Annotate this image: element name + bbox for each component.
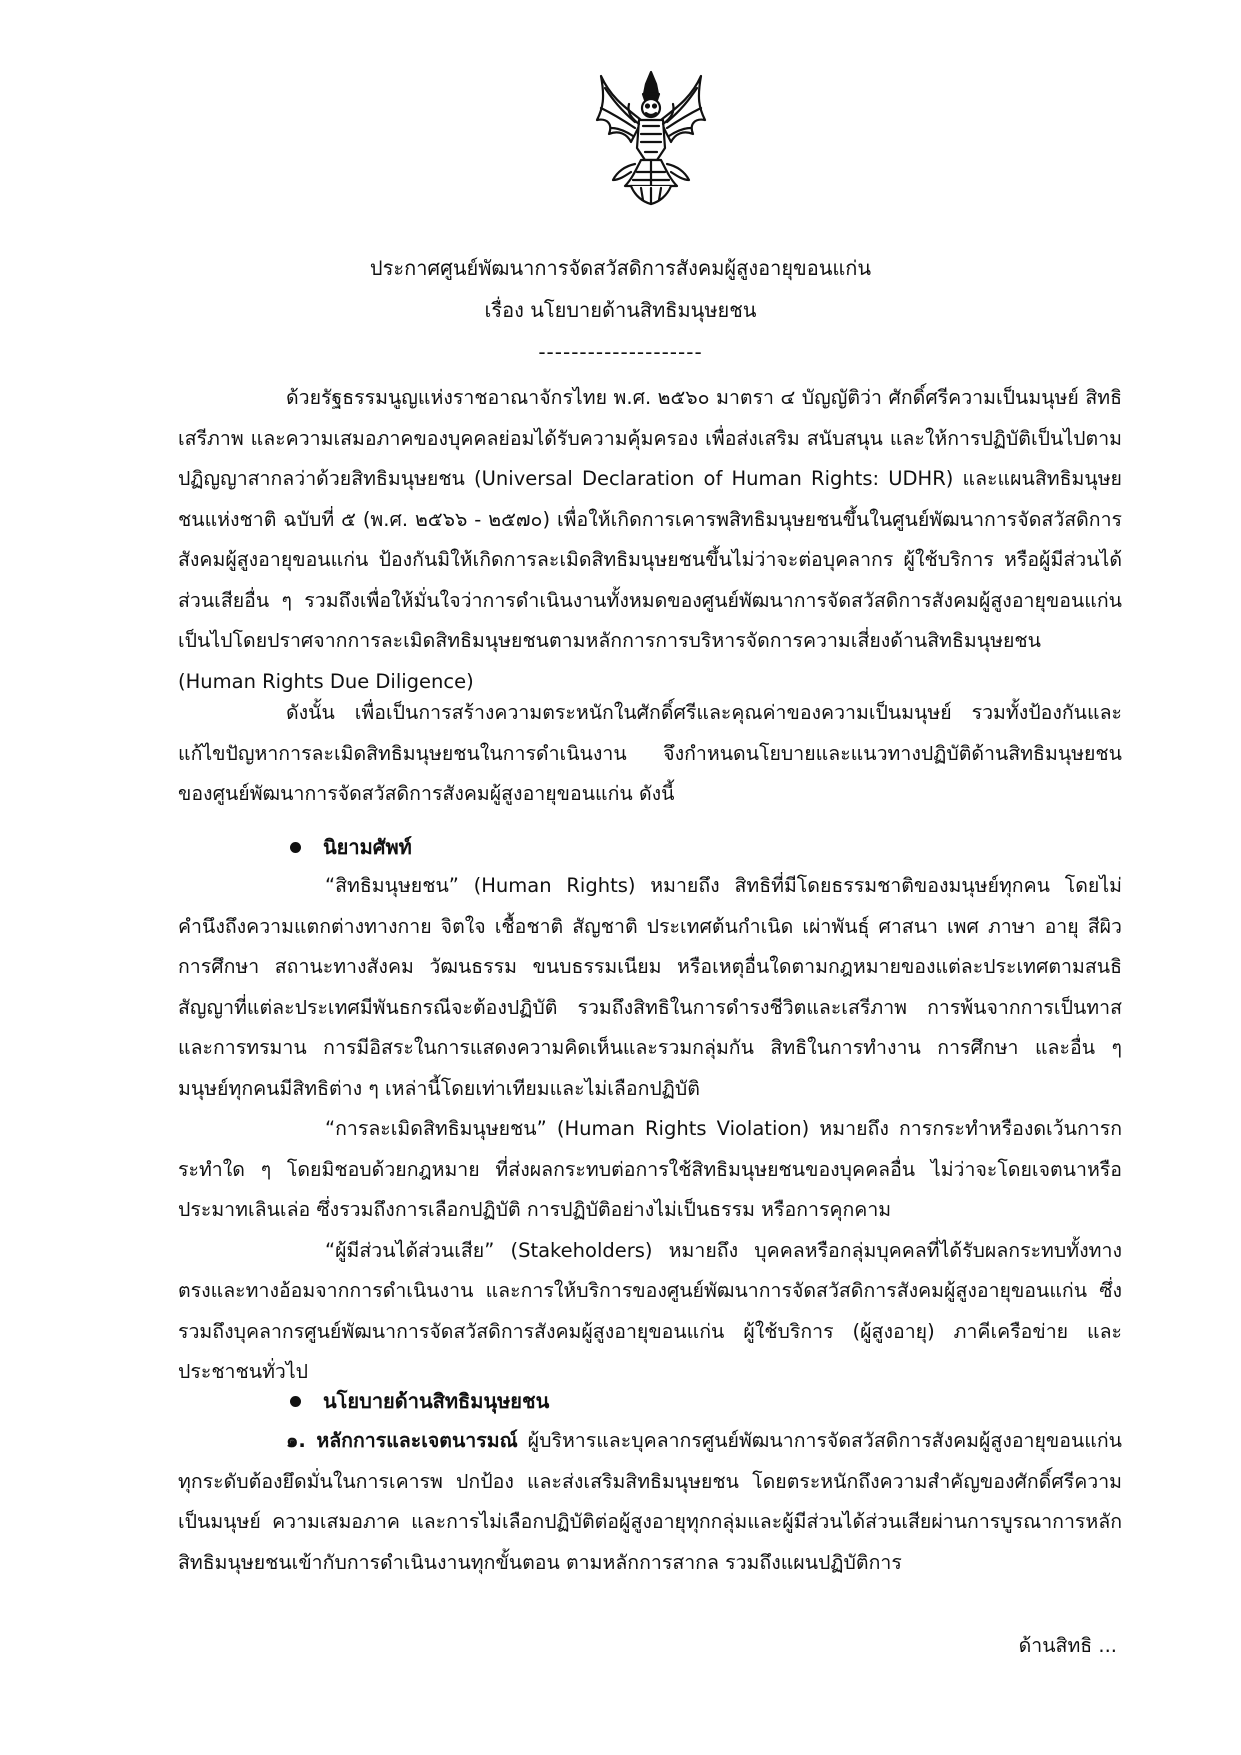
announcement-subject: เรื่อง นโยบายด้านสิทธิมนุษยชน bbox=[484, 298, 757, 322]
policy-item-1-title: ๑. หลักการและเจตนารมณ์ bbox=[286, 1429, 518, 1452]
definition-stakeholders: “ผู้มีส่วนได้ส่วนเสีย” (Stakeholders) หมายถึง บุคคลหรือกลุ่มบุคคลที่ได้รับผลกระทบทั้งทางตรงและทางอ้อมจากการดำเนินงาน และการให้บริการของศูนย์พัฒนาการจัดสวัสดิการสังคมผู้สูงอายุขอนแก่น ซึ่งรวมถึงบุคลากรศูนย์พัฒนาการจัดสวัสดิการสังคมผู้สูงอายุขอนแก่น ผู้ใช้บริการ (ผู้สูงอายุ) ภาคีเครือข่าย และประชาชนทั่วไป bbox=[178, 1238, 1122, 1383]
policy-item-1-text: ผู้บริหารและบุคลากรศูนย์พัฒนาการจัดสวัสดิการสังคมผู้สูงอายุขอนแก่น ทุกระดับต้องยึดมั่นในการเคารพ ปกป้อง และส่งเสริมสิทธิมนุษยชน โดยตระหนักถึงความสำคัญของศักดิ์ศรีความเป็นมนุษย์ ความเสมอภาค และการไม่เลือกปฏิบัติต่อผู้สูงอายุทุกกลุ่มและผู้มีส่วนได้ส่วนเสียผ่านการบูรณาการหลักสิทธิมนุษยชนเข้ากับการดำเนินงานทุกขั้นตอน ตามหลักการสากล รวมถึงแผนปฏิบัติการ bbox=[178, 1429, 1123, 1574]
title-separator: -------------------- bbox=[538, 340, 703, 364]
intro-paragraph-2 bbox=[178, 693, 1122, 815]
continuation-marker: ด้านสิทธิ ... bbox=[1018, 1634, 1117, 1657]
announcement-title: ประกาศศูนย์พัฒนาการจัดสวัสดิการสังคมผู้สูงอายุขอนแก่น bbox=[369, 256, 872, 280]
intro-text-1: ด้วยรัฐธรรมนูญแห่งราชอาณาจักรไทย พ.ศ. ๒๕๖๐ มาตรา ๔ บัญญัติว่า ศักดิ์ศรีความเป็นมนุษย์ สิทธิ เสรีภาพ และความเสมอภาคของบุคคลย่อมได้รับความคุ้มครอง เพื่อส่งเสริม สนับสนุน และให้การปฏิบัติเป็นไปตามปฏิญญาสากลว่าด้วยสิทธิมนุษยชน (Universal Declaration of Human Rights: UDHR) และแผนสิทธิมนุษยชนแห่งชาติ ฉบับที่ ๕ (พ.ศ. ๒๕๖๖ - ๒๕๗๐) เพื่อให้เกิดการเคารพสิทธิมนุษยชนขึ้นในศูนย์พัฒนาการจัดสวัสดิการสังคมผู้สูงอายุขอนแก่น ป้องกันมิให้เกิดการละเมิดสิทธิมนุษยชนขึ้นไม่ว่าจะต่อบุคลากร ผู้ใช้บริการ หรือผู้มีส่วนได้ส่วนเสียอื่น ๆ รวมถึงเพื่อให้มั่นใจว่าการดำเนินงานทั้งหมดของศูนย์พัฒนาการจัดสวัสดิการสังคมผู้สูงอายุขอนแก่น เป็นไปโดยปราศจากการละเมิดสิทธิมนุษยชนตามหลักการการบริหารจัดการความเสี่ยงด้านสิทธิมนุษยชน (Human Rights Due Diligence) bbox=[178, 386, 1122, 693]
intro-paragraph-1 bbox=[178, 378, 1122, 702]
bullet-icon bbox=[290, 1396, 301, 1407]
definitions-heading-label: นิยามศัพท์ bbox=[323, 835, 412, 859]
definition-human-rights: “สิทธิมนุษยชน” (Human Rights) หมายถึง สิทธิที่มีโดยธรรมชาติของมนุษย์ทุกคน โดยไม่คำนึงถึงความแตกต่างทางกาย จิตใจ เชื้อชาติ สัญชาติ ประเทศต้นกำเนิด เผ่าพันธุ์ ศาสนา เพศ ภาษา อายุ สีผิว การศึกษา สถานะทางสังคม วัฒนธรรม ขนบธรรมเนียม หรือเหตุอื่นใดตามกฎหมายของแต่ละประเทศตามสนธิสัญญาที่แต่ละประเทศมีพันธกรณีจะต้องปฏิบัติ รวมถึงสิทธิในการดำรงชีวิตและเสรีภาพ การพ้นจากการเป็นทาสและการทรมาน การมีอิสระในการแสดงความคิดเห็นและรวมกลุ่มกัน สิทธิในการทำงาน การศึกษา และอื่น ๆ มนุษย์ทุกคนมีสิทธิต่าง ๆ เหล่านี้โดยเท่าเทียมและไม่เลือกปฏิบัติ bbox=[178, 874, 1122, 1100]
definitions-heading bbox=[290, 827, 412, 867]
policy-heading-label: นโยบายด้านสิทธิมนุษยชน bbox=[323, 1389, 550, 1413]
policy-section bbox=[178, 1421, 1122, 1583]
definition-violation: “การละเมิดสิทธิมนุษยชน” (Human Rights Violation) หมายถึง การกระทำหรืองดเว้นการกระทำใด ๆ โดยมิชอบด้วยกฎหมาย ที่ส่งผลกระทบต่อการใช้สิทธิมนุษยชนของบุคคลอื่น ไม่ว่าจะโดยเจตนาหรือประมาทเลินเล่อ ซึ่งรวมถึงการเลือกปฏิบัติ การปฏิบัติอย่างไม่เป็นธรรม หรือการคุกคาม bbox=[178, 1117, 1122, 1221]
policy-heading bbox=[290, 1381, 549, 1421]
garuda-emblem-icon bbox=[591, 68, 711, 208]
intro-text-2: ดังนั้น เพื่อเป็นการสร้างความตระหนักในศักดิ์ศรีและคุณค่าของความเป็นมนุษย์ รวมทั้งป้องกันและแก้ไขปัญหาการละเมิดสิทธิมนุษยชนในการดำเนินงาน จึงกำหนดนโยบายและแนวทางปฏิบัติด้านสิทธิมนุษยชนของศูนย์พัฒนาการจัดสวัสดิการสังคมผู้สูงอายุขอนแก่น ดังนี้ bbox=[178, 701, 1122, 805]
definitions-section bbox=[178, 866, 1122, 1393]
policy-item-1 bbox=[178, 1421, 1122, 1583]
bullet-icon bbox=[290, 842, 301, 853]
